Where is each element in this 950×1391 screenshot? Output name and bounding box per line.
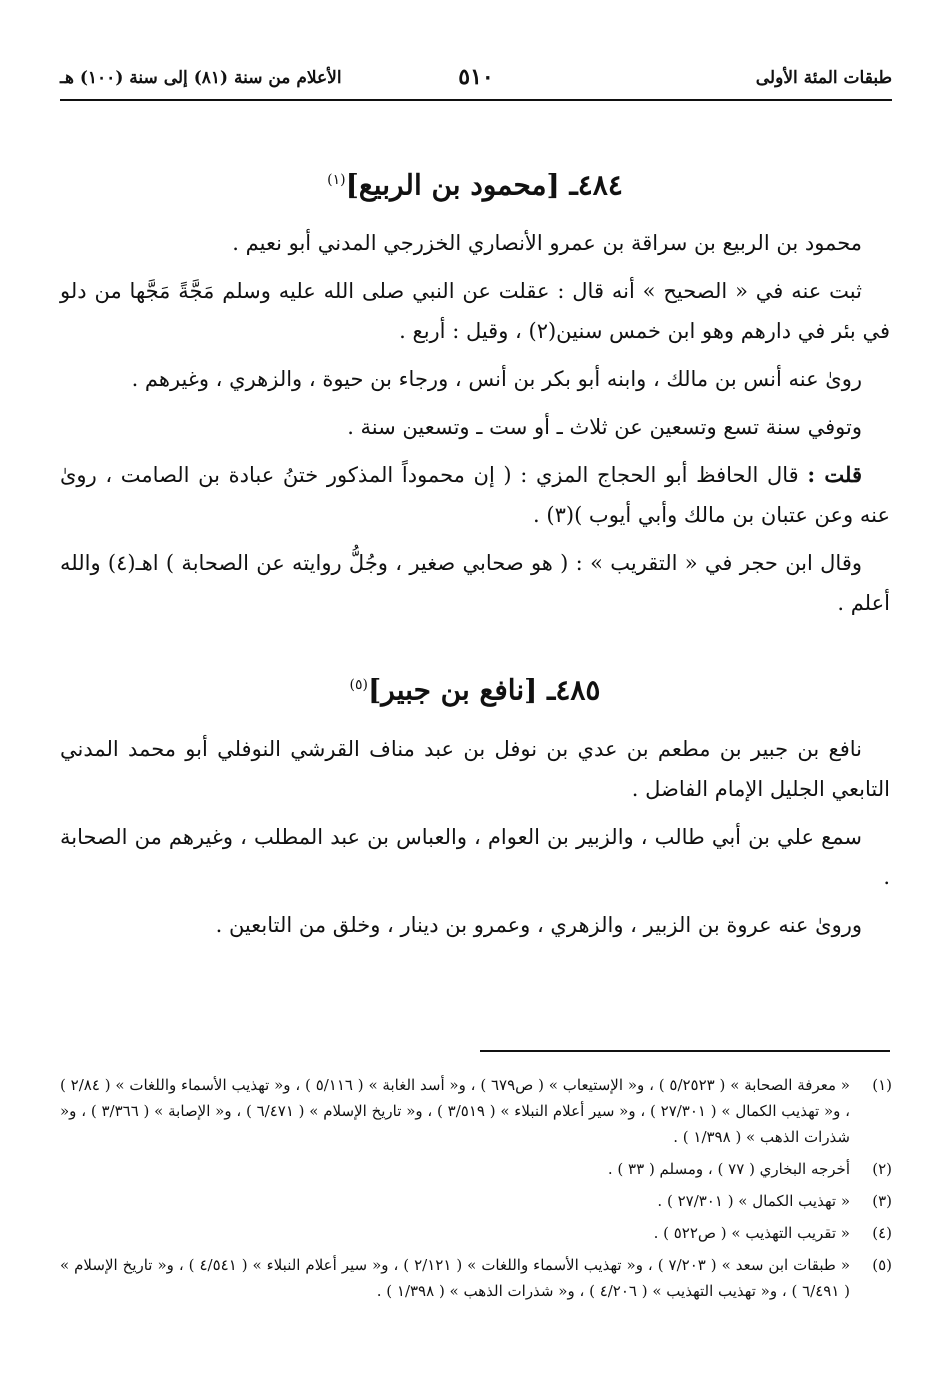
entry-heading [60,160,890,205]
footnotes [60,1072,892,1310]
entry-spacer [60,631,890,665]
footnote-number: (٣) [872,1192,892,1210]
qult-label: قلت : [807,462,862,488]
paragraph: سمع علي بن أبي طالب ، والزبير بن العوام ، والعباس بن عبد المطلب ، وغيرهم من الصحابة . [60,824,890,889]
footnote-ref: (١) [327,172,346,188]
paragraph: وروىٰ عنه عروة بن الزبير ، والزهري ، وعمرو بن دينار ، وخلق من التابعين . [215,912,862,937]
footnote [60,1156,892,1182]
footnote-text: « تهذيب الكمال » ( ٢٧/٣٠١ ) . [657,1192,850,1210]
paragraph: ثبت عنه في « الصحيح » أنه قال : عقلت عن النبي صلى الله عليه وسلم مَجَّةً مَجَّها من دلو في بئر في دارهم وهو ابن خمس سنين(٢) ، وقيل : أربع . [60,279,890,344]
entry-485 [60,665,890,944]
running-header [60,64,892,94]
page-number: ٥١٠ [458,64,494,90]
footnote-rule [480,1050,890,1052]
footnote-number: (٤) [872,1224,892,1242]
paragraph: نافع بن جبير بن مطعم بن عدي بن نوفل بن عبد مناف القرشي النوفلي أبو محمد المدني التابعي الجليل الإمام الفاضل . [60,736,890,801]
paragraph: محمود بن الربيع بن سراقة بن عمرو الأنصاري الخزرجي المدني أبو نعيم . [232,231,862,256]
header-rule [60,99,892,101]
footnote-number: (٥) [872,1256,892,1274]
entry-484 [60,160,890,623]
paragraph: روىٰ عنه أنس بن مالك ، وابنه أبو بكر بن أنس ، ورجاء بن حيوة ، والزهري ، وغيرهم . [131,367,862,392]
footnote [60,1188,892,1214]
qult-text: قال الحافظ أبو الحجاج المزي : ( إن محموداً المذكور ختنُ عبادة بن الصامت ، روىٰ عنه وعن عتبان بن مالك وأبي أيوب )(٣) . [60,463,890,528]
entry-title: ٤٨٤ـ [محمود بن الربيع] [345,168,623,202]
footnote-number: (٢) [872,1160,892,1178]
footnote-text: « طبقات ابن سعد » ( ٧/٢٠٣ ) ، و« تهذيب الأسماء واللغات » ( ٢/١٢١ ) ، و« سير أعلام النبلاء » ( ٤/٥٤١ ) ، و« تاريخ الإسلام » ( ٦/٤٩١ ) ، و« تهذيب التهذيب » ( ٤/٢٠٦ ) ، و« شذرات الذهب » ( ١/٣٩٨ ) . [60,1256,851,1300]
entry-heading [60,665,890,710]
footnote [60,1072,892,1150]
paragraph: وتوفي سنة تسع وتسعين عن ثلاث ـ أو ست ـ وتسعين سنة . [347,415,862,440]
qult-paragraph [60,455,890,535]
footnote [60,1252,892,1304]
footnote-text: « تقريب التهذيب » ( ص٥٢٢ ) . [653,1224,850,1242]
footnote-text: « معرفة الصحابة » ( ٥/٢٥٢٣ ) ، و« الإستيعاب » ( ص٦٧٩ ) ، و« أسد الغابة » ( ٥/١١٦ ) ، و« تهذيب الأسماء واللغات » ( ٢/٨٤ ) ، و« تهذيب الكمال » ( ٢٧/٣٠١ ) ، و« سير أعلام النبلاء » ( ٣/٥١٩ ) ، و« تاريخ الإسلام » ( ٦/٤٧١ ) ، و« الإصابة » ( ٣/٣٦٦ ) ، و« شذرات الذهب » ( ١/٣٩٨ ) . [60,1076,850,1146]
footnote-ref: (٥) [349,677,368,694]
book-title: طبقات المئة الأولى [755,68,892,88]
footnote-number: (١) [872,1076,892,1094]
footnote-text: أخرجه البخاري ( ٧٧ ) ، ومسلم ( ٣٣ ) . [607,1160,850,1178]
section-title: الأعلام من سنة (٨١) إلى سنة (١٠٠) هـ [60,68,342,88]
main-text [60,160,890,953]
entry-title: ٤٨٥ـ [نافع بن جبير] [368,673,601,707]
footnote [60,1220,892,1246]
paragraph: وقال ابن حجر في « التقريب » : ( هو صحابي صغير ، وجُلُّ روايته عن الصحابة ) اهـ(٤) والله أعلم . [60,551,890,616]
